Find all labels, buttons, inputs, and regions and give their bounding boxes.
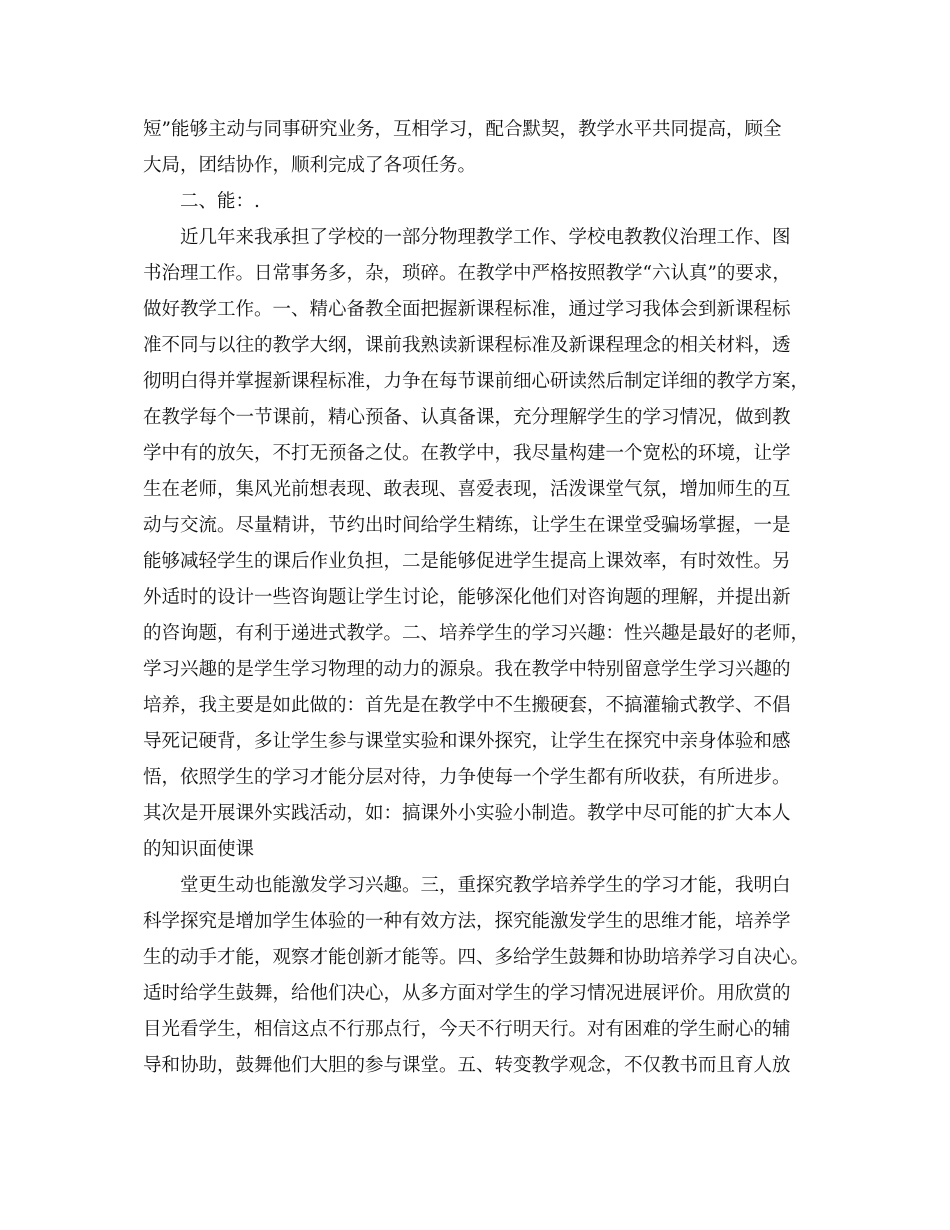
text-line: 悟，依照学生的学习才能分层对待，力争使每一个学生都有所收获，有所进步。 (143, 767, 791, 788)
text-line: 学中有的放矢，不打无预备之仗。在教学中，我尽量构建一个宽松的环境，让学 (143, 443, 791, 464)
text-line: 书治理工作。日常事务多，杂，琐碎。在教学中严格按照教学“六认真”的要求， (143, 263, 791, 284)
text-line: 学习兴趣的是学生学习物理的动力的源泉。我在教学中特别留意学生学习兴趣的 (143, 659, 791, 680)
text-line: 大局，团结协作，顺利完成了各项任务。 (143, 155, 477, 176)
document-body (143, 112, 813, 1084)
text-line: 彻明白得并掌握新课程标准，力争在每节课前细心研读然后制定详细的教学方案， (143, 371, 810, 392)
text-line: 做好教学工作。一、精心备教全面把握新课程标准，通过学习我体会到新课程标 (143, 299, 791, 320)
text-line: 动与交流。尽量精讲，节约出时间给学生精练，让学生在课堂受骗场掌握，一是 (143, 515, 791, 536)
text-line: 在教学每个一节课前，精心预备、认真备课，充分理解学生的学习情况，做到教 (143, 407, 791, 428)
text-line: 的知识面使课 (143, 839, 255, 860)
text-line: 培养，我主要是如此做的：首先是在教学中不生搬硬套，不搞灌输式教学、不倡 (143, 695, 791, 716)
text-line: 生的动手才能，观察才能创新才能等。四、多给学生鼓舞和协助培养学习自决心。 (143, 947, 810, 968)
text-line: 其次是开展课外实践活动，如：搞课外小实验小制造。教学中尽可能的扩大本人 (143, 803, 791, 824)
text-line: 导死记硬背，多让学生参与课堂实验和课外探究，让学生在探究中亲身体验和感 (143, 731, 791, 752)
text-line: 能够减轻学生的课后作业负担，二是能够促进学生提高上课效率，有时效性。另 (143, 551, 791, 572)
text-line: 外适时的设计一些咨询题让学生讨论，能够深化他们对咨询题的理解，并提出新 (143, 587, 791, 608)
paragraph-start: 堂更生动也能激发学习兴趣。三，重探究教学培养学生的学习才能，我明白 (180, 875, 791, 896)
text-line: 准不同与以往的教学大纲，课前我熟读新课程标准及新课程理念的相关材料，透 (143, 335, 791, 356)
text-line: 导和协助，鼓舞他们大胆的参与课堂。五、转变教学观念，不仅教书而且育人放 (143, 1055, 791, 1076)
section-heading: 二、能：. (180, 191, 260, 212)
text-line: 的咨询题，有利于递进式教学。二、培养学生的学习兴趣：性兴趣是最好的老师， (143, 623, 810, 644)
text-line: 适时给学生鼓舞，给他们决心，从多方面对学生的学习情况进展评价。用欣赏的 (143, 983, 791, 1004)
text-line: 生在老师，集风光前想表现、敢表现、喜爱表现，活泼课堂气氛，增加师生的互 (143, 479, 791, 500)
paragraph-start: 近几年来我承担了学校的一部分物理教学工作、学校电教教仪治理工作、图 (180, 227, 791, 248)
text-line: 短”能够主动与同事研究业务，互相学习，配合默契，教学水平共同提高，顾全 (143, 119, 782, 140)
text-line: 目光看学生，相信这点不行那点行，今天不行明天行。对有困难的学生耐心的辅 (143, 1019, 791, 1040)
text-line: 科学探究是增加学生体验的一种有效方法，探究能激发学生的思维才能，培养学 (143, 911, 791, 932)
